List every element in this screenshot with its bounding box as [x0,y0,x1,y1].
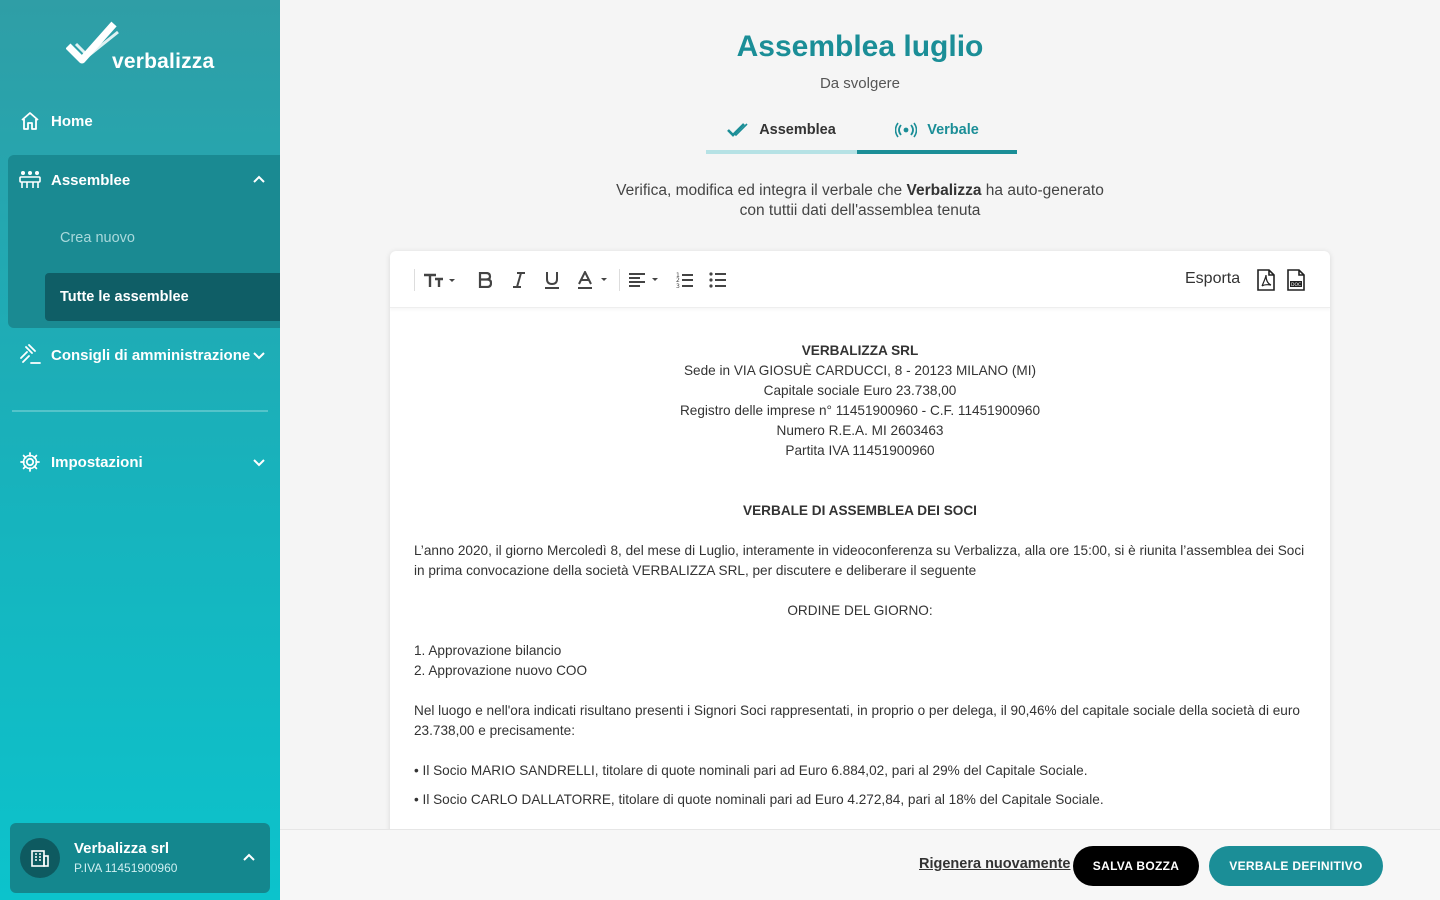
company-vat: P.IVA 11451900960 [74,861,178,875]
tab-assemblea[interactable] [706,110,857,154]
sidebar-subitem-crea-nuovo[interactable]: Crea nuovo [60,230,135,246]
doc-agenda-title: ORDINE DEL GIORNO: [787,603,933,618]
pdf-file-icon [1257,269,1275,291]
chevron-down-icon[interactable] [252,455,266,469]
sidebar-subitem-tutte-le-assemblee[interactable]: Tutte le assemblee [45,273,280,321]
svg-text:2: 2 [676,277,680,284]
final-minutes-button[interactable]: VERBALE DEFINITIVO [1209,846,1383,886]
sidebar-item-home[interactable] [0,99,280,143]
bold-button[interactable] [474,268,496,292]
doc-agenda-item: 1. Approvazione bilancio [414,643,562,658]
doc-file-icon [1287,269,1305,291]
doc-rea: Numero R.E.A. MI 2603463 [776,423,944,438]
intro-text-brand: Verbalizza [906,182,982,199]
double-check-icon [727,122,749,138]
export-doc-button[interactable] [1286,268,1306,292]
underline-icon [544,271,560,289]
font-size-dropdown[interactable] [422,268,460,292]
save-draft-button[interactable]: SALVA BOZZA [1073,846,1199,886]
doc-agenda-item: 2. Approvazione nuovo COO [414,663,588,678]
align-dropdown[interactable] [627,268,663,292]
tab-label: Assemblea [759,122,836,138]
rich-text-editor [390,251,1330,841]
font-color-dropdown[interactable] [576,268,612,292]
building-icon [20,838,60,878]
toolbar-separator [619,269,620,291]
page-status: Da svolgere [819,75,901,92]
sidebar-item-consigli[interactable] [0,333,280,377]
svg-text:DOC: DOC [1291,283,1302,288]
italic-button[interactable] [508,268,530,292]
text-color-icon [577,271,611,289]
company-switcher[interactable] [10,823,270,893]
tabs [706,110,1017,154]
sidebar-item-label: Assemblee [51,171,131,189]
ordered-list-button[interactable] [674,268,696,292]
tab-verbale[interactable] [857,110,1017,154]
toolbar-separator [414,269,415,291]
bold-icon [478,272,492,288]
chevron-up-icon[interactable] [252,173,266,187]
company-name: Verbalizza srl [74,840,170,857]
sidebar-item-assemblee[interactable] [0,158,280,202]
align-left-icon [628,272,662,288]
sidebar [0,0,280,900]
gavel-icon [19,344,41,366]
intro-text-after: ha auto-generato [985,182,1104,199]
intro-text-line2: con tuttii dati dell'assemblea tenuta [739,202,981,219]
italic-icon [512,272,526,288]
chevron-down-icon[interactable] [252,348,266,362]
doc-company-name: VERBALIZZA SRL [801,343,919,358]
doc-registry: Registro delle imprese n° 11451900960 - C.F. 11451900960 [679,403,1041,418]
logo-text: verbalizza [112,50,215,73]
ordered-list-icon [676,271,694,289]
gear-icon [19,451,41,473]
text-size-icon [423,272,459,288]
intro-text-before: Verifica, modifica ed integra il verbale che [616,182,903,199]
svg-text:3: 3 [676,283,680,289]
doc-presence-paragraph: Nel luogo e nell'ora indicati risultano presenti i Signori Soci rappresentati, in proprio o per delega, il 90,46% del capitale sociale della società di euro 23.738,00 e precisamente: [414,703,1300,738]
doc-heading: VERBALE DI ASSEMBLEA DEI SOCI [743,503,977,518]
svg-text:1: 1 [676,272,680,279]
action-bar [280,829,1440,900]
sidebar-item-impostazioni[interactable] [0,440,280,484]
chevron-up-icon[interactable] [242,851,256,865]
regenerate-link[interactable]: Rigenera nuovamente [919,856,1071,872]
doc-intro-paragraph: L’anno 2020, il giorno Mercoledì 8, del mese di Luglio, interamente in videoconferenza su Verbalizza, alla ore 15:00, si è riunita l’assemblea dei Soci in prima convocazione della società VERBALIZZA SRL, per discutere e deliberare il seguente [414,543,1305,578]
main-content [280,0,1440,900]
export-pdf-button[interactable] [1256,268,1276,292]
verbalizza-logo[interactable] [66,20,226,76]
export-label: Esporta [1185,270,1241,287]
doc-capital: Capitale sociale Euro 23.738,00 [763,383,957,398]
page-title: Assemblea luglio [736,30,984,63]
document-body[interactable] [414,341,1306,810]
intro-text [280,181,1440,221]
sidebar-item-label: Consigli di amministrazione [51,346,251,364]
home-icon [19,110,41,132]
doc-member-item: • Il Socio MARIO SANDRELLI, titolare di quote nominali pari ad Euro 6.884,02, pari al 29% del Capitale Sociale. [414,763,1088,778]
bullet-list-icon [709,272,727,288]
people-meeting-icon [19,169,41,191]
editor-toolbar [390,251,1330,308]
sidebar-item-label: Home [51,112,93,130]
sidebar-divider [12,410,268,412]
underline-button[interactable] [541,268,563,292]
sidebar-item-label: Impostazioni [51,453,143,471]
tab-label: Verbale [927,122,979,138]
bullet-list-button[interactable] [707,268,729,292]
doc-vat: Partita IVA 11451900960 [785,443,935,458]
doc-address: Sede in VIA GIOSUÈ CARDUCCI, 8 - 20123 MILANO (MI) [683,363,1037,378]
doc-member-item: • Il Socio CARLO DALLATORRE, titolare di quote nominali pari ad Euro 4.272,84, pari al 18% del Capitale Sociale. [414,792,1104,807]
broadcast-icon [895,122,917,138]
